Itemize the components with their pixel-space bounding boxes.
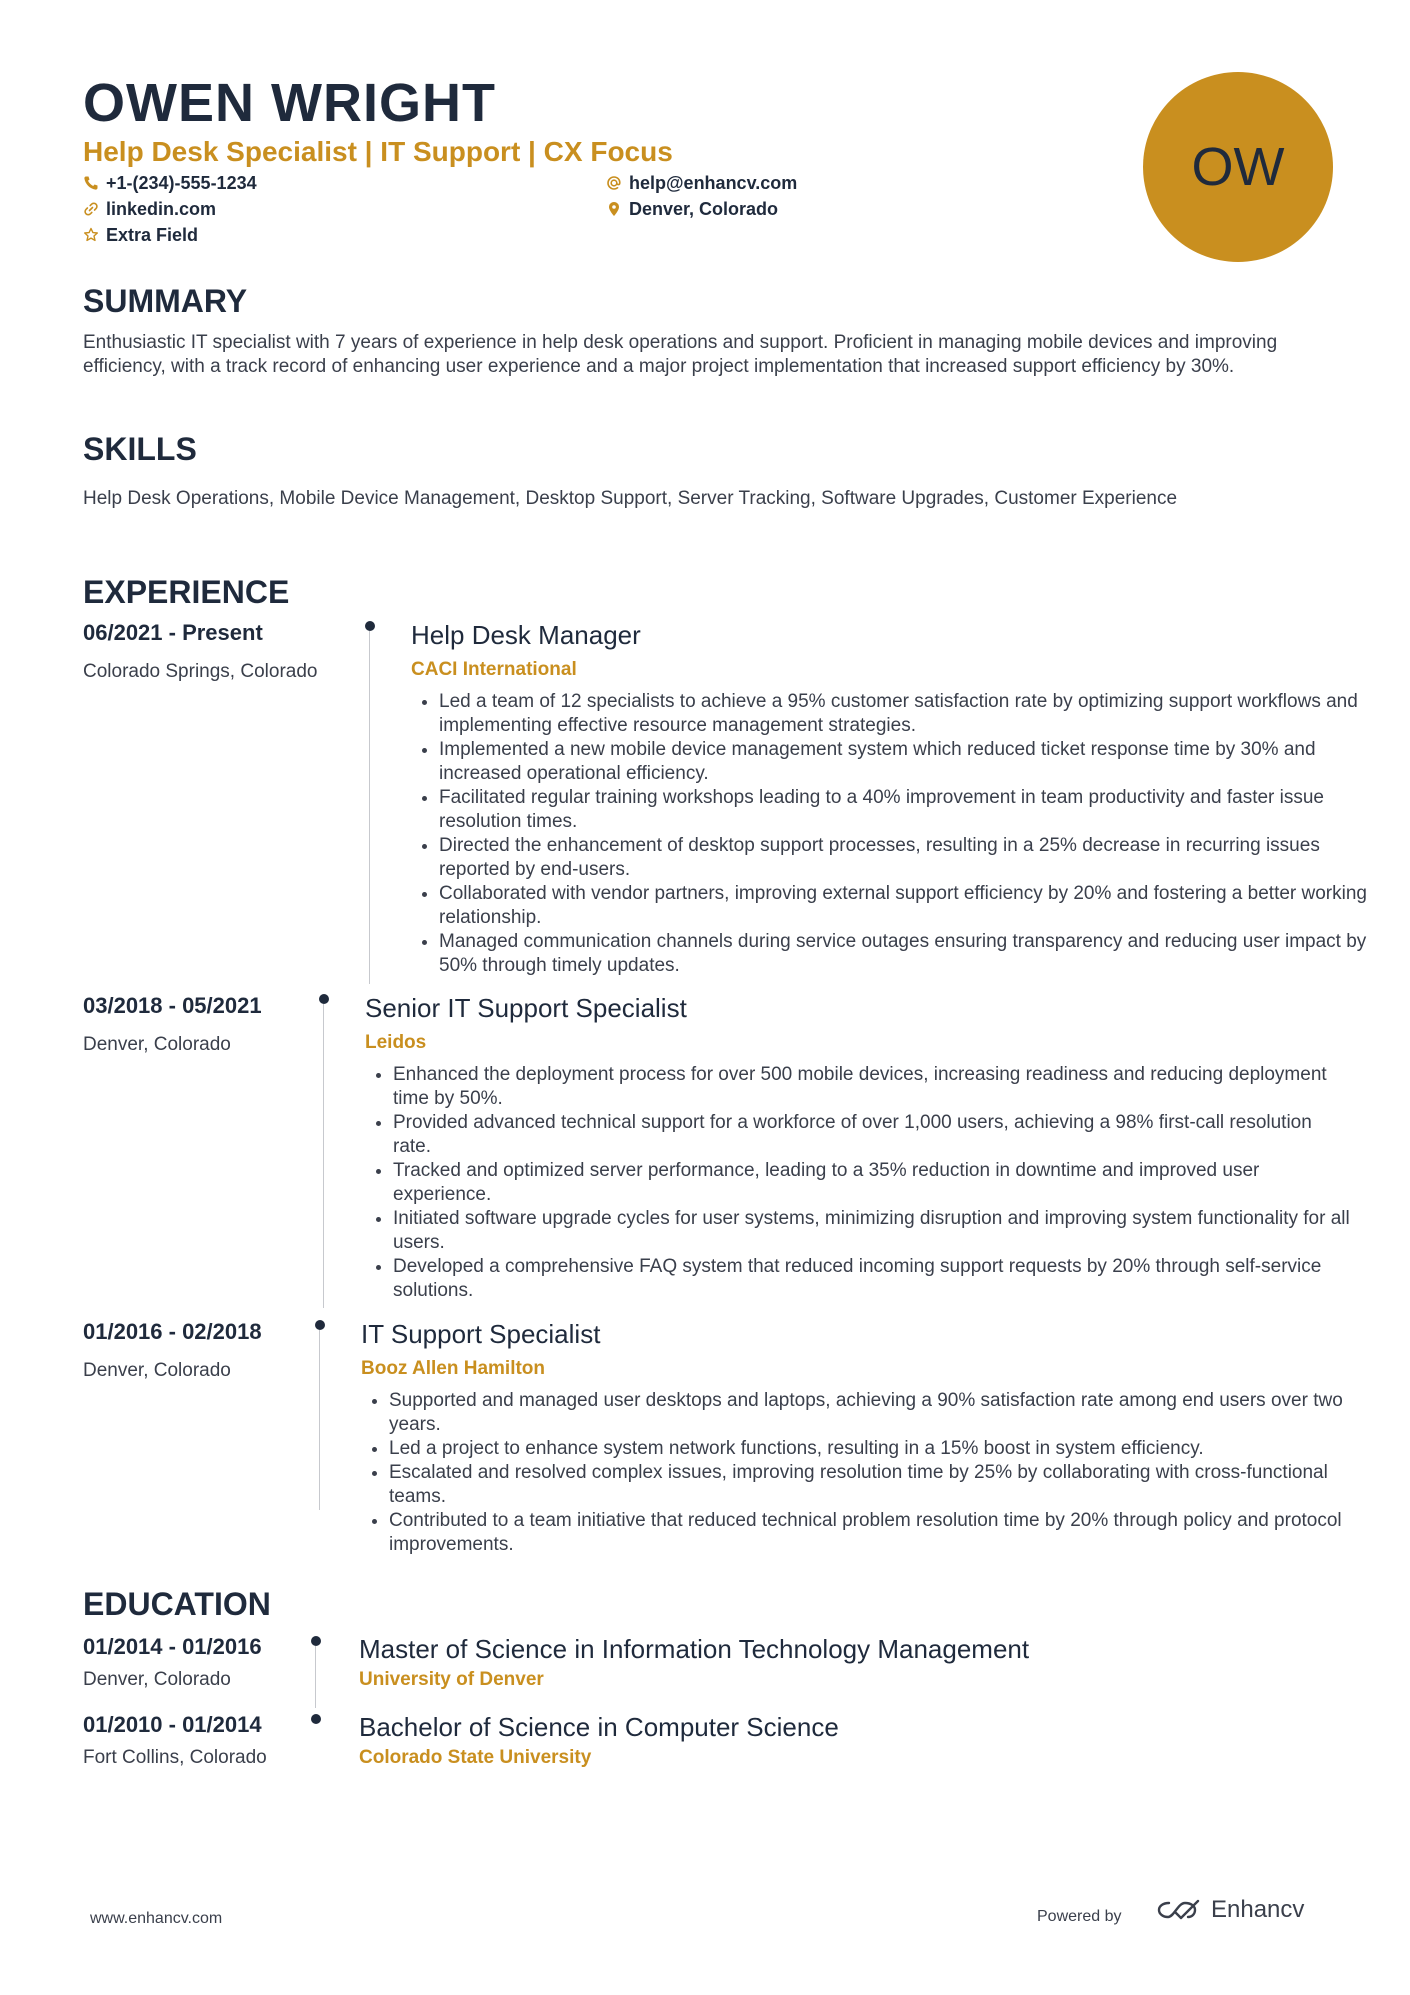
linkedin-text: linkedin.com <box>106 199 217 219</box>
contact-extra <box>83 223 198 247</box>
email-text: help@enhancv.com <box>629 173 798 193</box>
contact-linkedin <box>83 197 216 221</box>
contact-email <box>606 171 797 195</box>
location-pin-icon <box>606 201 622 217</box>
job-dates: 01/2016 - 02/2018 <box>83 1319 262 1344</box>
job-location: Denver, Colorado <box>83 1034 231 1055</box>
avatar: OW <box>1143 72 1333 262</box>
list-item: • Facilitated regular training workshops leading to a 40% improvement in team productivity and faster issue resolution times. <box>439 786 1367 834</box>
extra-field-text: Extra Field <box>106 225 199 245</box>
list-item: • Directed the enhancement of desktop support processes, resulting in a 25% decrease in recurring issues reported by end-users. <box>439 834 1367 882</box>
job-location: Colorado Springs, Colorado <box>83 661 318 682</box>
education-heading: EDUCATION <box>83 1586 271 1622</box>
timeline-line <box>319 1330 320 1510</box>
job-dates: 06/2021 - Present <box>83 620 263 645</box>
job-bullets <box>411 690 1367 978</box>
timeline-dot <box>319 994 329 1004</box>
list-item: • Provided advanced technical support for a workforce of over 1,000 users, achieving a 98% first-call resolution rate. <box>393 1111 1353 1159</box>
contact-location <box>606 197 778 221</box>
job-bullets <box>361 1389 1365 1557</box>
timeline-dot <box>365 621 375 631</box>
edu-school: Colorado State University <box>359 1747 592 1768</box>
timeline-line <box>323 1004 324 1308</box>
job-role: Help Desk Manager <box>411 620 641 650</box>
phone-icon <box>83 175 99 191</box>
edu-location: Denver, Colorado <box>83 1669 231 1690</box>
list-item: • Enhanced the deployment process for over 500 mobile devices, increasing readiness and reducing deployment time by 50%. <box>393 1063 1353 1111</box>
list-item: • Led a team of 12 specialists to achieve a 95% customer satisfaction rate by optimizing support workflows and implementing effective resource management strategies. <box>439 690 1367 738</box>
list-item: • Managed communication channels during service outages ensuring transparency and reducing user impact by 50% through timely updates. <box>439 930 1367 978</box>
summary-heading: SUMMARY <box>83 283 248 319</box>
contact-phone <box>83 171 257 195</box>
timeline-dot <box>311 1714 321 1724</box>
enhancv-logo-icon <box>1155 1897 1201 1923</box>
job-role: IT Support Specialist <box>361 1319 601 1349</box>
enhancv-logo[interactable] <box>1155 1896 1304 1924</box>
job-company: CACI International <box>411 659 577 680</box>
list-item: • Escalated and resolved complex issues, improving resolution time by 25% by collaborating with cross-functional teams. <box>389 1461 1365 1509</box>
candidate-title: Help Desk Specialist | IT Support | CX Focus <box>83 136 673 167</box>
skills-text: Help Desk Operations, Mobile Device Management, Desktop Support, Server Tracking, Software Upgrades, Customer Experience <box>83 488 1178 509</box>
edu-location: Fort Collins, Colorado <box>83 1747 267 1768</box>
location-text: Denver, Colorado <box>629 199 779 219</box>
job-bullets <box>365 1063 1353 1303</box>
list-item: • Contributed to a team initiative that reduced technical problem resolution time by 20% through policy and protocol improvements. <box>389 1509 1365 1557</box>
timeline-dot <box>315 1320 325 1330</box>
edu-dates: 01/2010 - 01/2014 <box>83 1712 262 1737</box>
edu-degree: Master of Science in Information Technology Management <box>359 1634 1030 1664</box>
timeline-dot <box>311 1636 321 1646</box>
edu-school: University of Denver <box>359 1669 544 1690</box>
job-dates: 03/2018 - 05/2021 <box>83 993 262 1018</box>
list-item: • Supported and managed user desktops and laptops, achieving a 90% satisfaction rate among end users over two years. <box>389 1389 1365 1437</box>
at-icon <box>606 175 622 191</box>
timeline-line <box>315 1646 316 1708</box>
job-location: Denver, Colorado <box>83 1360 231 1381</box>
list-item: • Led a project to enhance system network functions, resulting in a 15% boost in system efficiency. <box>389 1437 1365 1461</box>
star-icon <box>83 227 99 243</box>
list-item: • Collaborated with vendor partners, improving external support efficiency by 20% and fostering a better working relationship. <box>439 882 1367 930</box>
phone-text: +1-(234)-555-1234 <box>106 173 257 193</box>
candidate-name: OWEN WRIGHT <box>83 73 496 133</box>
link-icon <box>83 201 99 217</box>
skills-heading: SKILLS <box>83 431 197 467</box>
list-item: • Initiated software upgrade cycles for user systems, minimizing disruption and improving system functionality for all users. <box>393 1207 1353 1255</box>
brand-name: Enhancv <box>1211 1896 1305 1923</box>
list-item: • Tracked and optimized server performance, leading to a 35% reduction in downtime and improved user experience. <box>393 1159 1353 1207</box>
experience-heading: EXPERIENCE <box>83 574 290 610</box>
job-company: Leidos <box>365 1032 427 1053</box>
footer-website[interactable]: www.enhancv.com <box>90 1910 223 1927</box>
summary-text: Enthusiastic IT specialist with 7 years of experience in help desk operations and support. Proficient in managing mobile devices and improving efficiency, with a track record of enhancing user experience and a major project implementation that increased support efficiency by 30%. <box>83 332 1278 377</box>
job-role: Senior IT Support Specialist <box>365 993 687 1023</box>
list-item: • Developed a comprehensive FAQ system that reduced incoming support requests by 20% through self-service solutions. <box>393 1255 1353 1303</box>
job-company: Booz Allen Hamilton <box>361 1358 546 1379</box>
edu-degree: Bachelor of Science in Computer Science <box>359 1712 839 1742</box>
list-item: • Implemented a new mobile device management system which reduced ticket response time by 30% and increased operational efficiency. <box>439 738 1367 786</box>
timeline-line <box>369 631 370 984</box>
footer-powered-by: Powered by <box>1037 1908 1122 1925</box>
edu-dates: 01/2014 - 01/2016 <box>83 1634 262 1659</box>
